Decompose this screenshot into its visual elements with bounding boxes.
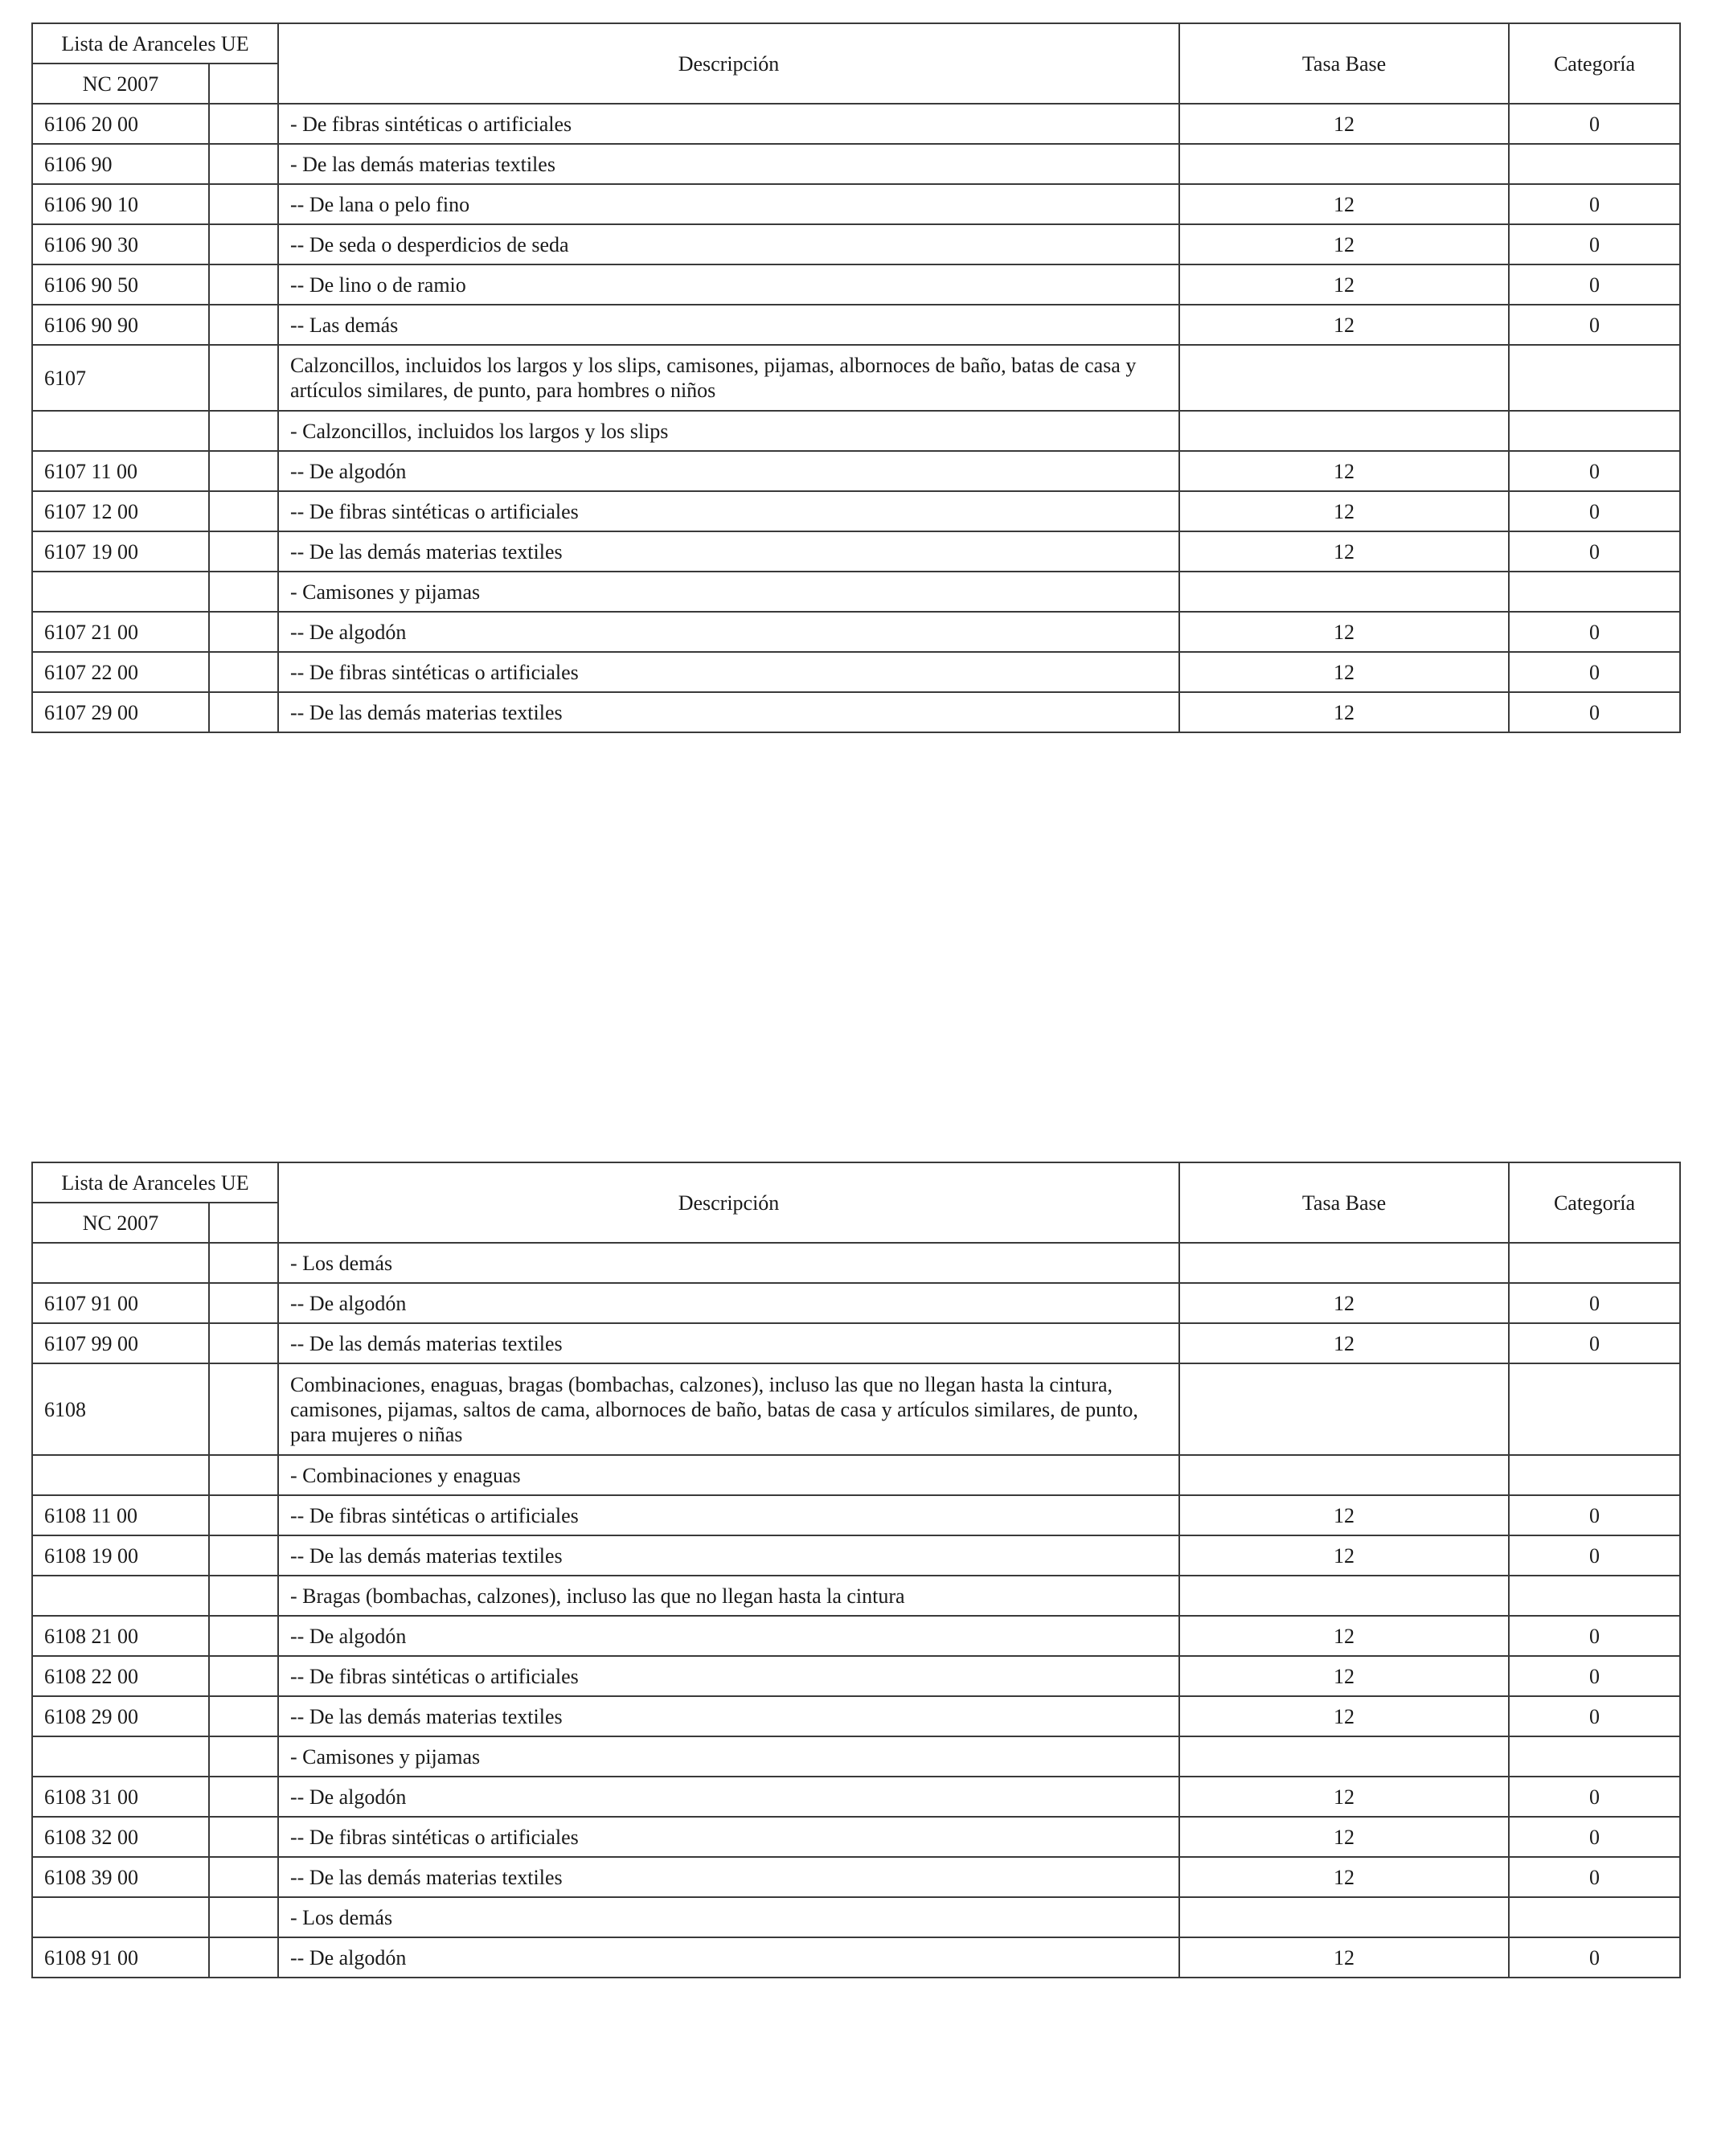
description-cell: -- De lana o pelo fino [278,184,1179,224]
category-cell [1509,1455,1680,1495]
category-cell: 0 [1509,1696,1680,1736]
blank-cell [209,652,278,692]
base-rate-cell: 12 [1179,451,1509,491]
base-rate-cell: 12 [1179,612,1509,652]
description-cell: -- De las demás materias textiles [278,692,1179,732]
category-cell [1509,572,1680,612]
tariff-code-cell: 6108 39 00 [32,1857,209,1897]
tariff-code-cell: 6108 32 00 [32,1817,209,1857]
description-cell: - Combinaciones y enaguas [278,1455,1179,1495]
description-cell: - De fibras sintéticas o artificiales [278,104,1179,144]
tariff-code-cell [32,411,209,451]
description-cell: -- De fibras sintéticas o artificiales [278,652,1179,692]
category-cell: 0 [1509,1817,1680,1857]
base-rate-cell: 12 [1179,1696,1509,1736]
tariff-code-cell [32,572,209,612]
base-rate-cell [1179,1243,1509,1283]
category-cell: 0 [1509,1777,1680,1817]
category-cell: 0 [1509,184,1680,224]
tariff-code-cell: 6107 22 00 [32,652,209,692]
base-rate-cell [1179,411,1509,451]
base-rate-cell [1179,144,1509,184]
tariff-code-cell [32,1243,209,1283]
header-rate: Tasa Base [1179,1162,1509,1243]
category-cell: 0 [1509,104,1680,144]
base-rate-cell [1179,1736,1509,1777]
category-cell: 0 [1509,652,1680,692]
blank-cell [209,305,278,345]
table-row [32,345,1680,411]
description-cell: -- De las demás materias textiles [278,1857,1179,1897]
tariff-code-cell [32,1576,209,1616]
base-rate-cell: 12 [1179,1323,1509,1363]
category-cell: 0 [1509,612,1680,652]
blank-cell [209,1817,278,1857]
description-cell: - Camisones y pijamas [278,1736,1179,1777]
tariff-code-cell: 6107 [32,345,209,411]
blank-cell [209,1535,278,1576]
blank-cell [209,264,278,305]
table-row [32,1495,1680,1535]
table-row [32,572,1680,612]
table-row [32,1455,1680,1495]
tariff-code-cell [32,1455,209,1495]
table-row [32,1937,1680,1978]
description-cell: - Bragas (bombachas, calzones), incluso las que no llegan hasta la cintura [278,1576,1179,1616]
tariff-code-cell: 6107 11 00 [32,451,209,491]
base-rate-cell: 12 [1179,1857,1509,1897]
base-rate-cell: 12 [1179,1535,1509,1576]
tariff-code-cell: 6108 [32,1363,209,1455]
table-row [32,531,1680,572]
base-rate-cell [1179,1455,1509,1495]
tariff-code-cell: 6108 22 00 [32,1656,209,1696]
table-row [32,1576,1680,1616]
category-cell [1509,345,1680,411]
tariff-code-cell: 6107 19 00 [32,531,209,572]
tariff-code-cell [32,1897,209,1937]
base-rate-cell: 12 [1179,1495,1509,1535]
description-cell: -- De algodón [278,1283,1179,1323]
tariff-code-cell: 6108 91 00 [32,1937,209,1978]
blank-cell [209,1777,278,1817]
table-row [32,104,1680,144]
description-cell: -- De fibras sintéticas o artificiales [278,1817,1179,1857]
blank-cell [209,144,278,184]
blank-cell [209,1857,278,1897]
description-cell: Calzoncillos, incluidos los largos y los slips, camisones, pijamas, albornoces de baño, batas de casa y artículos similares, de punto, para hombres o niños [278,345,1179,411]
description-cell: -- De las demás materias textiles [278,1696,1179,1736]
blank-cell [209,1243,278,1283]
description-cell: - Los demás [278,1897,1179,1937]
base-rate-cell: 12 [1179,652,1509,692]
tariff-code-cell: 6106 90 90 [32,305,209,345]
base-rate-cell: 12 [1179,1937,1509,1978]
description-cell: -- De seda o desperdicios de seda [278,224,1179,264]
category-cell: 0 [1509,224,1680,264]
header-list: Lista de Aranceles UE [32,23,278,64]
tariff-code-cell: 6106 90 [32,144,209,184]
table-row [32,1535,1680,1576]
blank-cell [209,104,278,144]
table-row [32,1736,1680,1777]
base-rate-cell [1179,1897,1509,1937]
category-cell: 0 [1509,1495,1680,1535]
description-cell: -- De algodón [278,1777,1179,1817]
header-nc: NC 2007 [32,64,209,104]
header-category: Categoría [1509,1162,1680,1243]
description-cell: - Calzoncillos, incluidos los largos y los slips [278,411,1179,451]
blank-cell [209,1696,278,1736]
category-cell: 0 [1509,531,1680,572]
blank-cell [209,1495,278,1535]
description-cell: -- De lino o de ramio [278,264,1179,305]
table-row [32,184,1680,224]
description-cell: - Los demás [278,1243,1179,1283]
blank-cell [209,1736,278,1777]
category-cell [1509,1243,1680,1283]
category-cell: 0 [1509,1535,1680,1576]
category-cell [1509,1736,1680,1777]
table-row [32,652,1680,692]
description-cell: -- De las demás materias textiles [278,531,1179,572]
category-cell: 0 [1509,1283,1680,1323]
tariff-code-cell [32,1736,209,1777]
tariff-code-cell: 6108 11 00 [32,1495,209,1535]
blank-cell [209,411,278,451]
description-cell: -- De algodón [278,451,1179,491]
base-rate-cell [1179,1363,1509,1455]
description-cell: -- De las demás materias textiles [278,1323,1179,1363]
base-rate-cell [1179,572,1509,612]
blank-cell [209,572,278,612]
tariff-code-cell: 6107 91 00 [32,1283,209,1323]
tariff-code-cell: 6107 99 00 [32,1323,209,1363]
table-row [32,1616,1680,1656]
header-blank-cell [209,1203,278,1243]
table-row [32,692,1680,732]
table-row [32,305,1680,345]
base-rate-cell: 12 [1179,305,1509,345]
table-body [32,1243,1680,1978]
blank-cell [209,1363,278,1455]
blank-cell [209,1937,278,1978]
category-cell [1509,144,1680,184]
category-cell: 0 [1509,305,1680,345]
header-description: Descripción [278,23,1179,104]
base-rate-cell: 12 [1179,1656,1509,1696]
base-rate-cell: 12 [1179,1616,1509,1656]
blank-cell [209,1576,278,1616]
header-list: Lista de Aranceles UE [32,1162,278,1203]
blank-cell [209,184,278,224]
description-cell: -- De fibras sintéticas o artificiales [278,1656,1179,1696]
base-rate-cell [1179,345,1509,411]
base-rate-cell [1179,1576,1509,1616]
header-rate: Tasa Base [1179,23,1509,104]
tariff-code-cell: 6106 90 50 [32,264,209,305]
base-rate-cell: 12 [1179,1777,1509,1817]
blank-cell [209,692,278,732]
base-rate-cell: 12 [1179,692,1509,732]
category-cell: 0 [1509,692,1680,732]
blank-cell [209,1616,278,1656]
description-cell: -- De algodón [278,612,1179,652]
description-cell: -- De algodón [278,1616,1179,1656]
base-rate-cell: 12 [1179,184,1509,224]
base-rate-cell: 12 [1179,1817,1509,1857]
tariff-code-cell: 6107 21 00 [32,612,209,652]
table-row [32,1817,1680,1857]
table-row [32,1897,1680,1937]
table-row [32,1283,1680,1323]
description-cell: -- De fibras sintéticas o artificiales [278,1495,1179,1535]
blank-cell [209,1897,278,1937]
blank-cell [209,451,278,491]
tariff-code-cell: 6106 20 00 [32,104,209,144]
description-cell: -- Las demás [278,305,1179,345]
table-row [32,1696,1680,1736]
blank-cell [209,1283,278,1323]
category-cell: 0 [1509,1656,1680,1696]
category-cell [1509,411,1680,451]
blank-cell [209,491,278,531]
base-rate-cell: 12 [1179,1283,1509,1323]
category-cell: 0 [1509,451,1680,491]
tariff-table-2 [31,1162,1681,1978]
table-row [32,1243,1680,1283]
header-row [32,1162,1680,1203]
tariff-code-cell: 6106 90 10 [32,184,209,224]
category-cell: 0 [1509,1616,1680,1656]
table-row [32,1323,1680,1363]
category-cell [1509,1363,1680,1455]
table-row [32,264,1680,305]
tariff-code-cell: 6108 19 00 [32,1535,209,1576]
category-cell: 0 [1509,1857,1680,1897]
table-row [32,224,1680,264]
description-cell: - De las demás materias textiles [278,144,1179,184]
category-cell [1509,1576,1680,1616]
category-cell [1509,1897,1680,1937]
table-row [32,1363,1680,1455]
blank-cell [209,1455,278,1495]
description-cell: Combinaciones, enaguas, bragas (bombachas, calzones), incluso las que no llegan hasta la cintura, camisones, pijamas, saltos de cama, albornoces de baño, batas de casa y artículos similares, de punto, para mujeres o niñas [278,1363,1179,1455]
table-body [32,104,1680,732]
header-nc: NC 2007 [32,1203,209,1243]
description-cell: -- De algodón [278,1937,1179,1978]
tariff-code-cell: 6108 21 00 [32,1616,209,1656]
category-cell: 0 [1509,1323,1680,1363]
blank-cell [209,345,278,411]
table-row [32,491,1680,531]
header-description: Descripción [278,1162,1179,1243]
base-rate-cell: 12 [1179,491,1509,531]
tariff-table-1 [31,23,1681,733]
tariff-code-cell: 6108 31 00 [32,1777,209,1817]
description-cell: - Camisones y pijamas [278,572,1179,612]
category-cell: 0 [1509,264,1680,305]
category-cell: 0 [1509,491,1680,531]
table-row [32,411,1680,451]
tariff-code-cell: 6107 12 00 [32,491,209,531]
base-rate-cell: 12 [1179,104,1509,144]
blank-cell [209,224,278,264]
base-rate-cell: 12 [1179,224,1509,264]
base-rate-cell: 12 [1179,531,1509,572]
description-cell: -- De las demás materias textiles [278,1535,1179,1576]
blank-cell [209,1656,278,1696]
table-row [32,612,1680,652]
description-cell: -- De fibras sintéticas o artificiales [278,491,1179,531]
tariff-code-cell: 6108 29 00 [32,1696,209,1736]
table-row [32,451,1680,491]
blank-cell [209,1323,278,1363]
blank-cell [209,531,278,572]
table-row [32,1656,1680,1696]
table-row [32,1857,1680,1897]
table-row [32,1777,1680,1817]
tariff-code-cell: 6107 29 00 [32,692,209,732]
category-cell: 0 [1509,1937,1680,1978]
blank-cell [209,612,278,652]
table-row [32,144,1680,184]
header-category: Categoría [1509,23,1680,104]
base-rate-cell: 12 [1179,264,1509,305]
header-blank-cell [209,64,278,104]
header-row [32,23,1680,64]
tariff-code-cell: 6106 90 30 [32,224,209,264]
